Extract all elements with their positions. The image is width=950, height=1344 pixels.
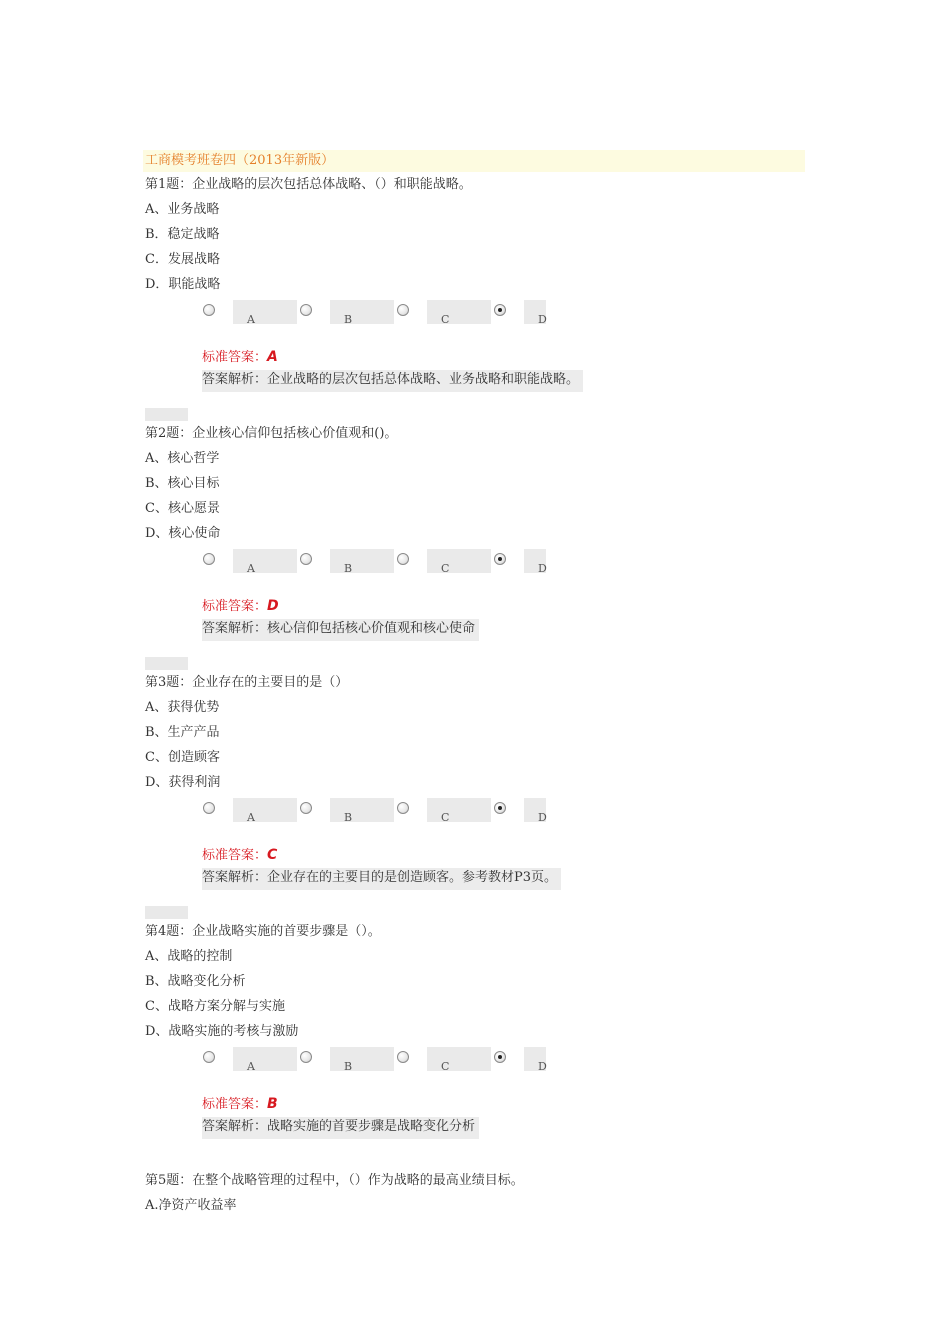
analysis-text: 核心信仰包括核心价值观和核心使命 bbox=[267, 621, 476, 636]
analysis-text: 企业战略的层次包括总体战略、业务战略和职能战略。 bbox=[267, 372, 580, 387]
standard-answer bbox=[202, 1093, 845, 1117]
option-box bbox=[330, 798, 394, 822]
standard-answer-value: C bbox=[267, 847, 278, 863]
option-letter: A bbox=[247, 562, 255, 575]
radio-button[interactable] bbox=[397, 1051, 409, 1063]
option-box bbox=[427, 798, 491, 822]
radio-button-selected[interactable] bbox=[494, 304, 506, 316]
answer-analysis bbox=[202, 1117, 479, 1139]
radio-button[interactable] bbox=[300, 802, 312, 814]
radio-button-selected[interactable] bbox=[494, 553, 506, 565]
option-letter: B bbox=[344, 313, 353, 326]
option-letter: B bbox=[344, 1060, 353, 1073]
radio-button[interactable] bbox=[300, 304, 312, 316]
choice-b[interactable] bbox=[300, 549, 397, 575]
analysis-text: 战略实施的首要步骤是战略变化分析 bbox=[267, 1119, 476, 1134]
option-letter: D bbox=[538, 562, 547, 575]
option-box bbox=[233, 300, 297, 324]
answer-block bbox=[202, 844, 845, 890]
analysis-label: 答案解析： bbox=[202, 1119, 268, 1134]
option-letter: B bbox=[344, 811, 353, 824]
option-box bbox=[233, 549, 297, 573]
choice-d[interactable] bbox=[494, 1047, 591, 1073]
option-text: D．职能战略 bbox=[145, 277, 221, 292]
radio-button-selected[interactable] bbox=[494, 802, 506, 814]
analysis-label: 答案解析： bbox=[202, 621, 268, 636]
option-box bbox=[233, 798, 297, 822]
option-text: D、获得利润 bbox=[145, 775, 221, 790]
option-letter: A bbox=[247, 811, 255, 824]
analysis-text: 企业存在的主要目的是创造顾客。参考教材P3页。 bbox=[267, 870, 558, 885]
standard-answer-value: A bbox=[267, 349, 278, 365]
option-box bbox=[427, 1047, 491, 1071]
option-text: C、核心愿景 bbox=[145, 501, 220, 516]
question-1 bbox=[145, 175, 845, 427]
radio-button[interactable] bbox=[203, 304, 215, 316]
radio-button[interactable] bbox=[397, 553, 409, 565]
radio-button[interactable] bbox=[203, 553, 215, 565]
option-text: C、战略方案分解与实施 bbox=[145, 999, 285, 1014]
option-letter: B bbox=[344, 562, 353, 575]
option-letter: D bbox=[538, 1060, 547, 1073]
choice-radio-group bbox=[203, 300, 845, 330]
answer-block bbox=[202, 346, 845, 392]
option-box bbox=[233, 1047, 297, 1071]
standard-answer-label: 标准答案： bbox=[202, 1097, 268, 1112]
option-letter: C bbox=[441, 1060, 450, 1073]
choice-radio-group bbox=[203, 798, 845, 828]
option-text: C、创造顾客 bbox=[145, 750, 220, 765]
question-4 bbox=[145, 922, 845, 1139]
separator-block bbox=[145, 657, 188, 670]
standard-answer-label: 标准答案： bbox=[202, 599, 268, 614]
question-2 bbox=[145, 424, 845, 676]
option-letter: C bbox=[441, 811, 450, 824]
page-title: 工商模考班卷四（2013年新版） bbox=[143, 150, 805, 172]
option-text: D、战略实施的考核与激励 bbox=[145, 1024, 299, 1039]
option-text: B、生产产品 bbox=[145, 725, 220, 740]
choice-d[interactable] bbox=[494, 549, 591, 575]
answer-block bbox=[202, 595, 845, 641]
standard-answer-value: B bbox=[267, 1096, 278, 1112]
choice-d[interactable] bbox=[494, 300, 591, 326]
choice-b[interactable] bbox=[300, 798, 397, 824]
choice-radio-group bbox=[203, 549, 845, 579]
choice-c[interactable] bbox=[397, 549, 494, 575]
standard-answer-label: 标准答案： bbox=[202, 350, 268, 365]
choice-a[interactable] bbox=[203, 798, 300, 824]
separator-block bbox=[145, 408, 188, 421]
question-3 bbox=[145, 673, 845, 925]
option-text: A、核心哲学 bbox=[145, 451, 220, 466]
option-box bbox=[427, 300, 491, 324]
answer-analysis bbox=[202, 619, 479, 641]
option-text: D、核心使命 bbox=[145, 526, 221, 541]
question-stem: 第3题：企业存在的主要目的是（） bbox=[145, 675, 349, 690]
question-stem: 第5题：在整个战略管理的过程中，（）作为战略的最高业绩目标。 bbox=[145, 1173, 524, 1188]
choice-radio-group bbox=[203, 1047, 845, 1077]
option-text: B、战略变化分析 bbox=[145, 974, 246, 989]
choice-d[interactable] bbox=[494, 798, 591, 824]
option-text: B、核心目标 bbox=[145, 476, 220, 491]
answer-analysis bbox=[202, 370, 583, 392]
option-text: C．发展战略 bbox=[145, 252, 220, 267]
answer-block bbox=[202, 1093, 845, 1139]
option-text: A、获得优势 bbox=[145, 700, 220, 715]
radio-button[interactable] bbox=[300, 553, 312, 565]
question-stem: 第4题：企业战略实施的首要步骤是（）。 bbox=[145, 924, 381, 939]
option-text: B．稳定战略 bbox=[145, 227, 220, 242]
option-box bbox=[330, 549, 394, 573]
option-box bbox=[330, 300, 394, 324]
option-text: A、战略的控制 bbox=[145, 949, 233, 964]
radio-button[interactable] bbox=[300, 1051, 312, 1063]
question-5 bbox=[145, 1171, 845, 1221]
choice-c[interactable] bbox=[397, 300, 494, 326]
choice-b[interactable] bbox=[300, 1047, 397, 1073]
standard-answer bbox=[202, 346, 845, 370]
option-box bbox=[427, 549, 491, 573]
option-letter: A bbox=[247, 1060, 255, 1073]
option-text: A.净资产收益率 bbox=[145, 1198, 237, 1213]
standard-answer bbox=[202, 844, 845, 868]
radio-button[interactable] bbox=[203, 1051, 215, 1063]
choice-c[interactable] bbox=[397, 798, 494, 824]
choice-a[interactable] bbox=[203, 1047, 300, 1073]
standard-answer-label: 标准答案： bbox=[202, 848, 268, 863]
separator-block bbox=[145, 906, 188, 919]
analysis-label: 答案解析： bbox=[202, 372, 268, 387]
choice-a[interactable] bbox=[203, 300, 300, 326]
option-letter: D bbox=[538, 811, 547, 824]
radio-button[interactable] bbox=[203, 802, 215, 814]
choice-b[interactable] bbox=[300, 300, 397, 326]
option-box bbox=[330, 1047, 394, 1071]
standard-answer bbox=[202, 595, 845, 619]
answer-analysis bbox=[202, 868, 561, 890]
choice-c[interactable] bbox=[397, 1047, 494, 1073]
question-stem: 第2题：企业核心信仰包括核心价值观和()。 bbox=[145, 426, 398, 441]
option-letter: C bbox=[441, 562, 450, 575]
option-text: A、业务战略 bbox=[145, 202, 220, 217]
radio-button[interactable] bbox=[397, 304, 409, 316]
radio-button[interactable] bbox=[397, 802, 409, 814]
choice-a[interactable] bbox=[203, 549, 300, 575]
question-stem: 第1题：企业战略的层次包括总体战略、（）和职能战略。 bbox=[145, 177, 472, 192]
standard-answer-value: D bbox=[267, 598, 279, 614]
radio-button-selected[interactable] bbox=[494, 1051, 506, 1063]
option-letter: A bbox=[247, 313, 255, 326]
option-letter: D bbox=[538, 313, 547, 326]
analysis-label: 答案解析： bbox=[202, 870, 268, 885]
option-letter: C bbox=[441, 313, 450, 326]
